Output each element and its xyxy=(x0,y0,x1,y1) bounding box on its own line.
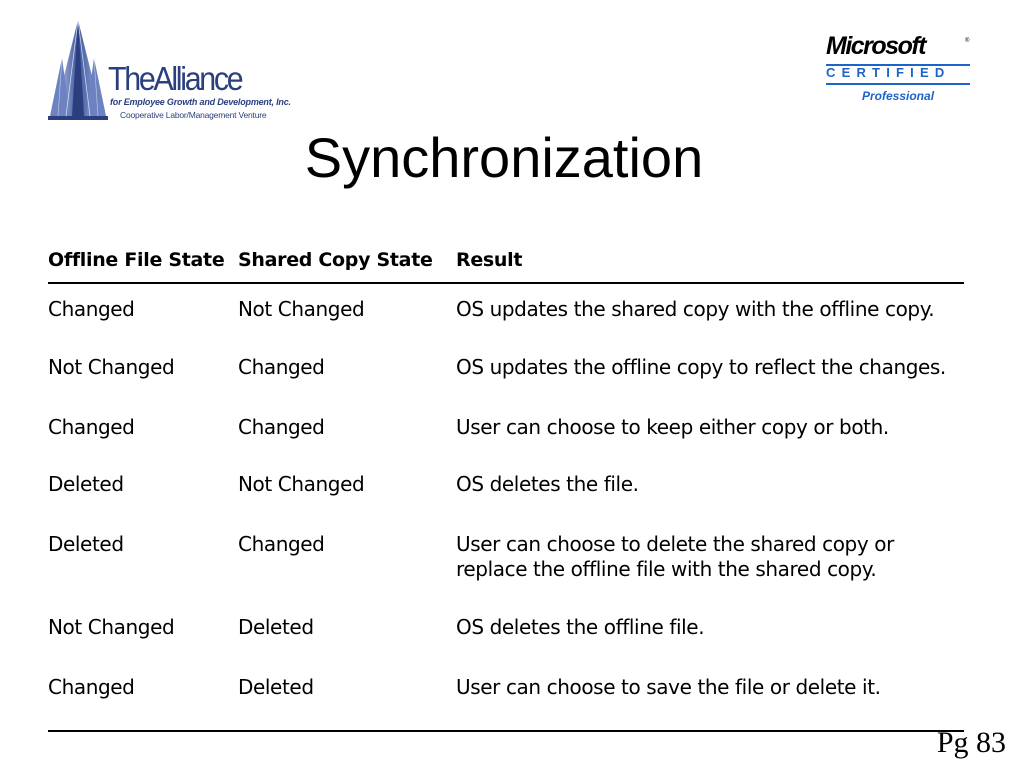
result-cell: OS deletes the offline file. xyxy=(456,615,705,639)
table-row xyxy=(48,532,964,582)
page-number: Pg 83 xyxy=(936,726,1006,759)
table-bottom-rule xyxy=(48,730,964,732)
alliance-name: TheAlliance xyxy=(108,60,242,97)
shared-state-cell: Changed xyxy=(238,415,325,439)
certification-level: Professional xyxy=(862,89,935,103)
table-row xyxy=(48,675,964,700)
alliance-subtagline: Cooperative Labor/Management Venture xyxy=(120,110,267,120)
offline-state-cell: Changed xyxy=(48,675,135,699)
table-row xyxy=(48,297,964,322)
result-cell: User can choose to delete the shared copy or replace the offline file with the shared copy. xyxy=(456,532,894,581)
shared-state-cell: Changed xyxy=(238,355,325,379)
header-result: Result xyxy=(456,249,523,271)
microsoft-certified-logo xyxy=(822,34,972,108)
table-row xyxy=(48,415,964,440)
result-cell: OS deletes the file. xyxy=(456,472,639,496)
shared-state-cell: Deleted xyxy=(238,615,314,639)
slide-title: Synchronization xyxy=(304,126,704,189)
offline-state-cell: Deleted xyxy=(48,472,124,496)
alliance-tagline: for Employee Growth and Development, Inc. xyxy=(110,97,291,107)
result-cell: User can choose to keep either copy or both. xyxy=(456,415,889,439)
shared-state-cell: Not Changed xyxy=(238,297,365,321)
result-cell: OS updates the shared copy with the offline copy. xyxy=(456,297,935,321)
alliance-logo xyxy=(48,18,308,126)
synchronization-table xyxy=(48,238,964,700)
offline-state-cell: Not Changed xyxy=(48,355,175,379)
offline-state-cell: Deleted xyxy=(48,532,124,556)
certified-label: CERTIFIED xyxy=(826,65,951,80)
offline-state-cell: Changed xyxy=(48,297,135,321)
header-shared-copy-state: Shared Copy State xyxy=(238,249,433,271)
table-row xyxy=(48,615,964,640)
microsoft-wordmark: Microsoft xyxy=(826,32,925,60)
table-row xyxy=(48,355,964,380)
registered-mark-icon: ® xyxy=(965,38,970,44)
alliance-pyramid-icon xyxy=(48,18,108,126)
table-row xyxy=(48,472,964,497)
offline-state-cell: Changed xyxy=(48,415,135,439)
shared-state-cell: Deleted xyxy=(238,675,314,699)
table-header-row xyxy=(48,238,964,284)
result-cell: User can choose to save the file or delete it. xyxy=(456,675,881,699)
shared-state-cell: Not Changed xyxy=(238,472,365,496)
shared-state-cell: Changed xyxy=(238,532,325,556)
result-cell: OS updates the offline copy to reflect the changes. xyxy=(456,355,946,379)
certified-bottom-rule xyxy=(826,83,970,85)
offline-state-cell: Not Changed xyxy=(48,615,175,639)
header-offline-file-state: Offline File State xyxy=(48,249,225,271)
